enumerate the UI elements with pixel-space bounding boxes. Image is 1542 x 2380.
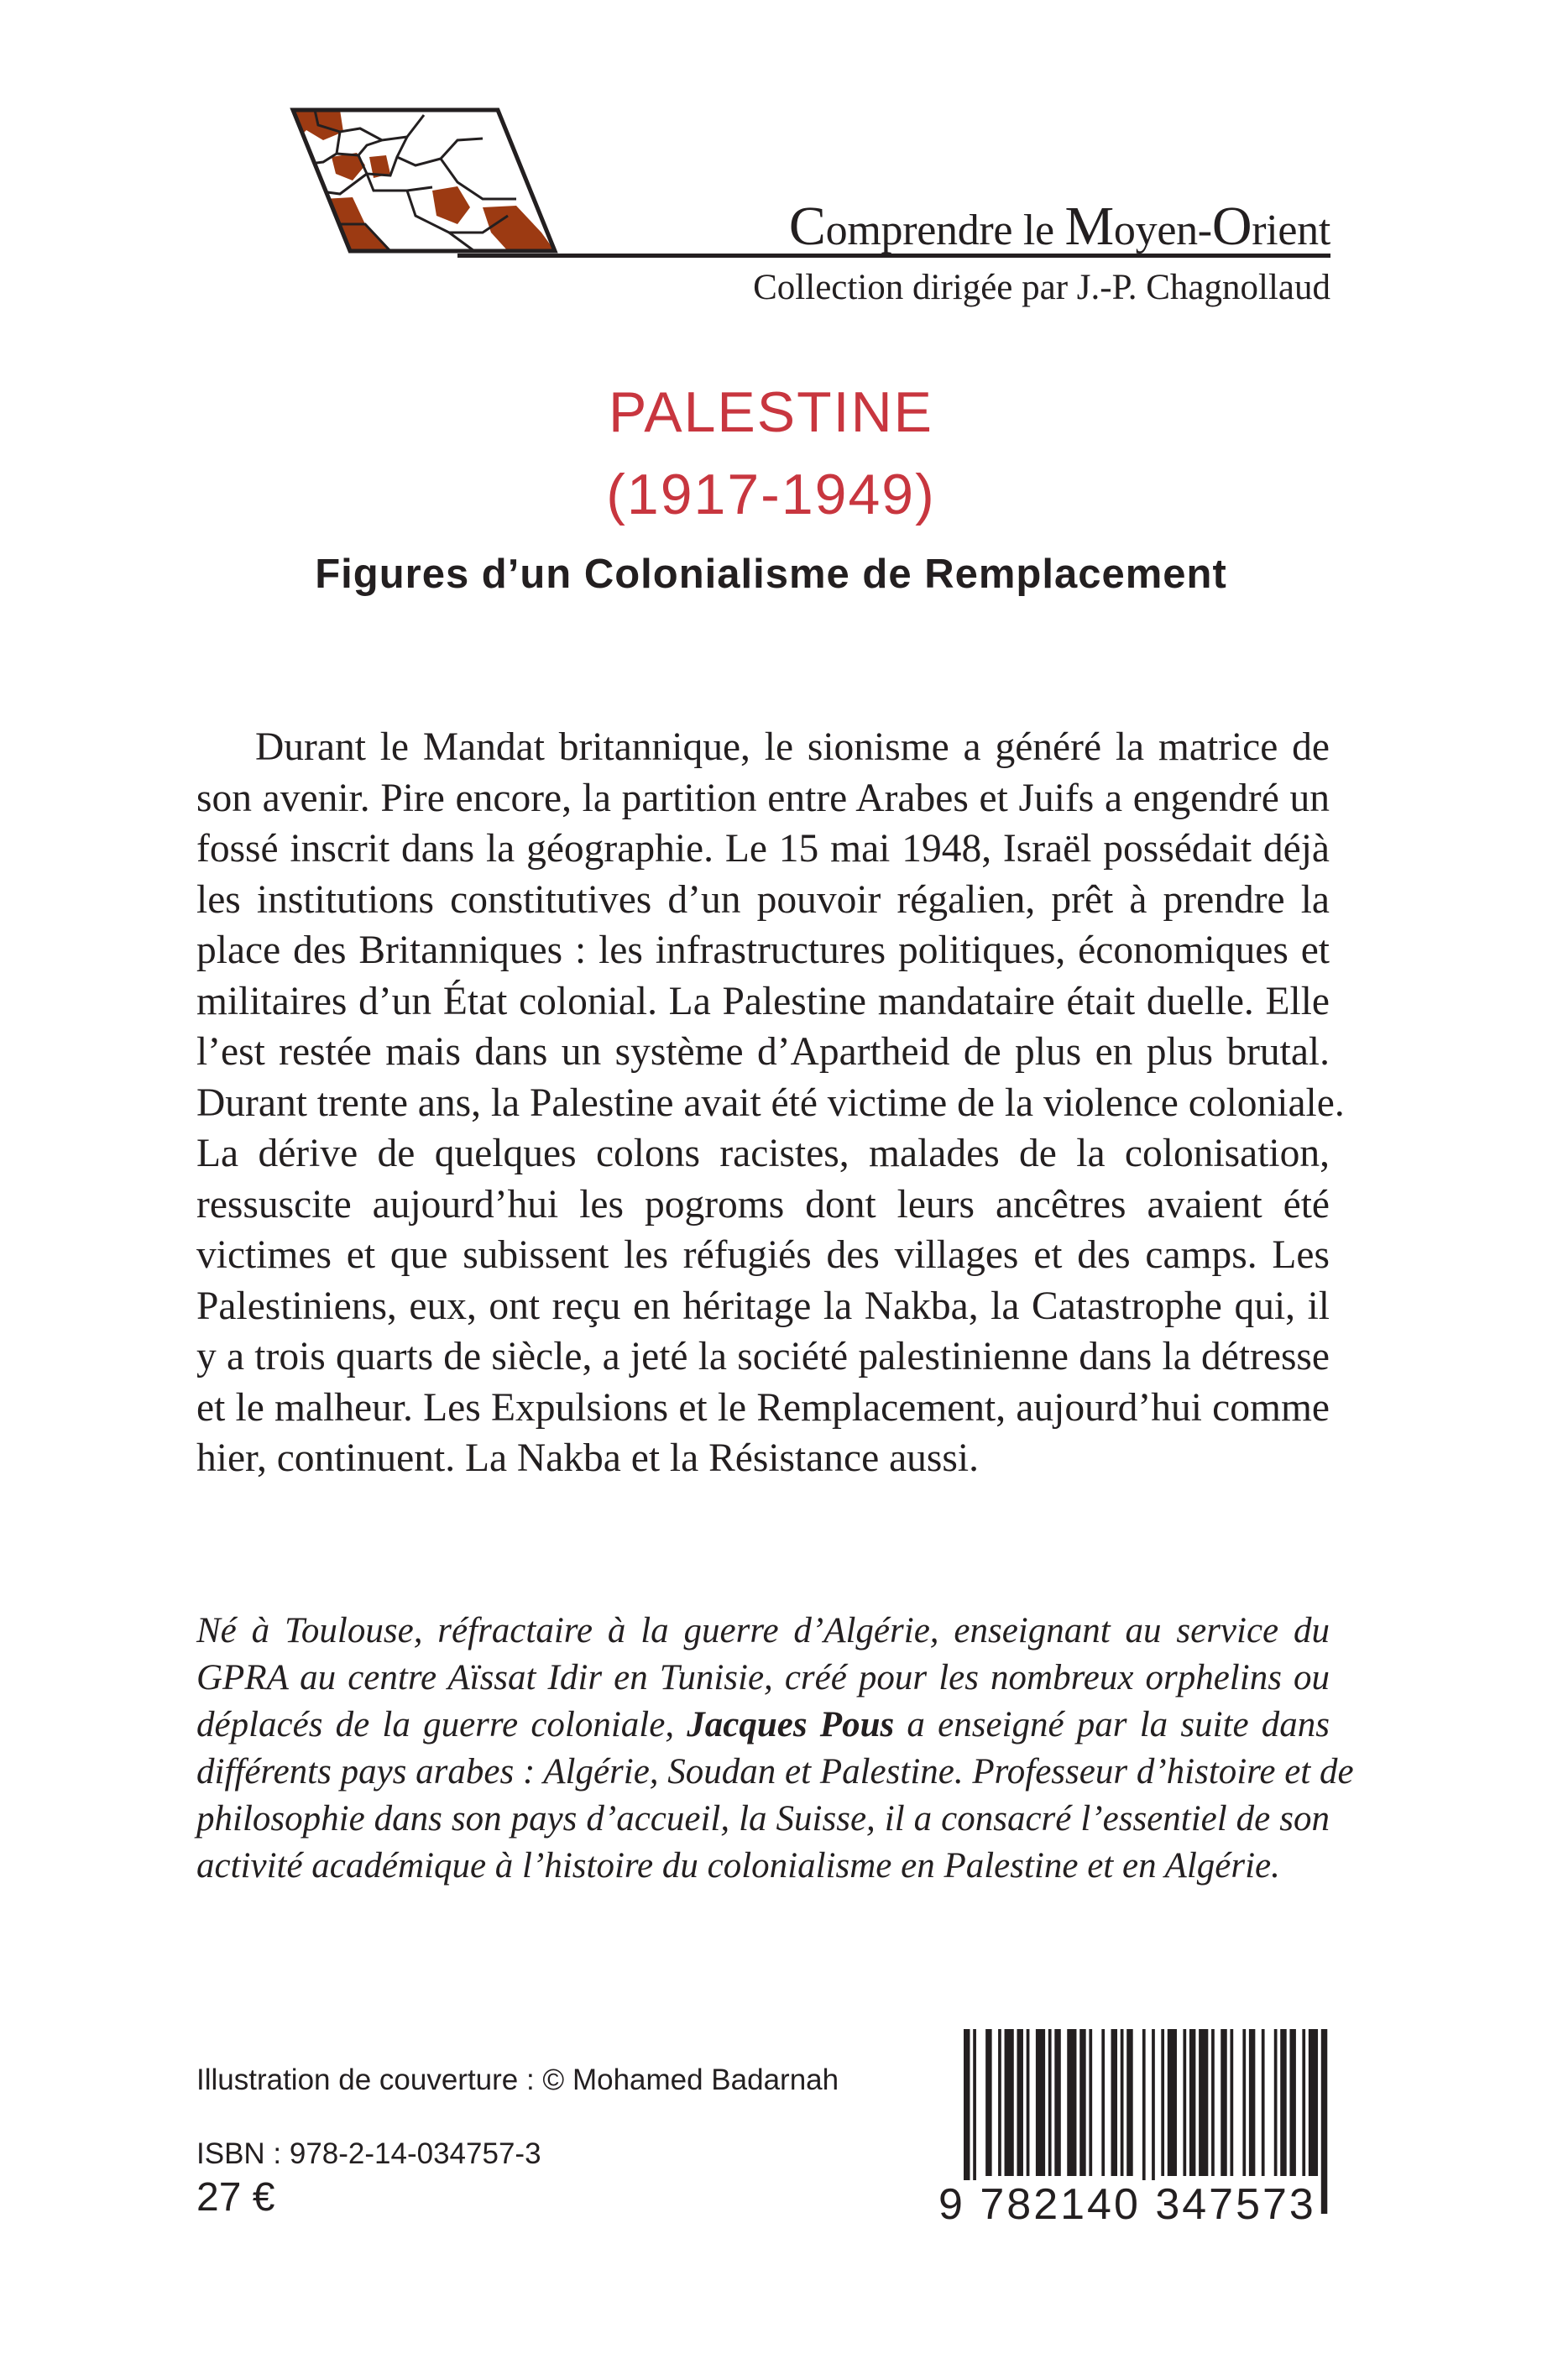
barcode-bar [1280, 2029, 1286, 2176]
barcode-bar [1067, 2029, 1076, 2176]
book-years: (1917-1949) [606, 463, 936, 526]
book-subtitle: Figures d’un Colonialisme de Remplacement [315, 552, 1227, 597]
summary-line: et le malheur. Les Expulsions et le Remplacement, aujourd’hui comme [196, 1385, 1330, 1430]
summary-line: militaires d’un État colonial. La Palestine mandataire était duelle. Elle [196, 979, 1330, 1023]
barcode-bar [1101, 2029, 1105, 2176]
bio-line: GPRA au centre Aïssat Idir en Tunisie, créé pour les nombreux orphelins ou [196, 1658, 1330, 1697]
book-summary [196, 722, 1345, 1484]
barcode-bar [1183, 2029, 1186, 2176]
summary-line: les institutions constitutives d’un pouvoir régalien, prêt à prendre la [196, 877, 1330, 922]
bio-line: philosophie dans son pays d’accueil, la Suisse, il a consacré l’essentiel de son [196, 1799, 1330, 1839]
barcode-bar [1249, 2029, 1255, 2176]
collection-logo-map [290, 107, 558, 258]
summary-line: ressuscite aujourd’hui les pogroms dont leurs ancêtres avaient été [196, 1182, 1330, 1227]
author-bio [196, 1608, 1354, 1890]
summary-line: l’est restée mais dans un système d’Apartheid de plus en plus brutal. [196, 1030, 1330, 1074]
bio-line: déplacés de la guerre coloniale, Jacques Pous a enseigné par la suite dans [196, 1705, 1330, 1744]
author-name: Jacques Pous [687, 1705, 895, 1744]
price: 27 € [196, 2175, 275, 2220]
barcode-bar [1054, 2029, 1060, 2176]
barcode-bar [1302, 2029, 1305, 2176]
barcode-bar [1309, 2029, 1318, 2176]
barcode-bar [1262, 2029, 1265, 2176]
barcode-bar [1005, 2029, 1014, 2176]
barcode-bar [1289, 2029, 1295, 2176]
summary-line: Palestiniens, eux, ont reçu en héritage la Nakba, la Catastrophe qui, il [196, 1284, 1330, 1328]
collection-editor: Collection dirigée par J.-P. Chagnollaud [753, 268, 1330, 307]
bio-line: activité académique à l’histoire du colonialisme en Palestine et en Algérie. [196, 1846, 1280, 1886]
bio-line: Né à Toulouse, réfractaire à la guerre d’Algérie, enseignant au service du [196, 1611, 1330, 1650]
barcode-bar [1017, 2029, 1022, 2176]
barcode-bar [1111, 2029, 1117, 2176]
summary-line: fossé inscrit dans la géographie. Le 15 mai 1948, Israël possédait déjà [196, 827, 1330, 871]
barcode-bar [1089, 2029, 1092, 2176]
barcode-digits: 9 782140 347573 [938, 2180, 1316, 2229]
barcode-bar [1161, 2029, 1164, 2176]
summary-line: place des Britanniques : les infrastructures politiques, économiques et [196, 928, 1330, 972]
barcode-bar [1027, 2029, 1030, 2176]
barcode-bar [1211, 2029, 1215, 2176]
barcode-bar [1036, 2029, 1045, 2176]
barcode-bar [1079, 2029, 1085, 2176]
barcode-bar [1242, 2029, 1246, 2176]
summary-line: Durant le Mandat britannique, le sionisme a généré la matrice de [255, 725, 1330, 769]
summary-line: hier, continuent. La Nakba et la Résistance aussi. [196, 1436, 979, 1480]
barcode-bar [1126, 2029, 1132, 2176]
barcode-bar [1274, 2029, 1278, 2176]
barcode-bar [1048, 2029, 1052, 2176]
summary-line: y a trois quarts de siècle, a jeté la société palestinienne dans la détresse [196, 1335, 1330, 1378]
barcode-bar [1121, 2029, 1124, 2176]
summary-line: son avenir. Pire encore, la partition entre Arabes et Juifs a engendré un [196, 776, 1330, 820]
collection-title: Comprendre le Moyen-Orient [788, 196, 1330, 257]
summary-line: La dérive de quelques colons racistes, malades de la colonisation, [196, 1132, 1330, 1175]
summary-line: Durant trente ans, la Palestine avait été victime de la violence coloniale. [196, 1080, 1345, 1125]
book-title: PALESTINE [608, 380, 934, 444]
cover-credit: Illustration de couverture : © Mohamed Badarnah [196, 2064, 839, 2096]
isbn: ISBN : 978-2-14-034757-3 [196, 2137, 541, 2170]
barcode-bar [985, 2029, 991, 2176]
bio-line: différents pays arabes : Algérie, Soudan et Palestine. Professeur d’histoire et de [196, 1752, 1354, 1792]
barcode-bar [1221, 2029, 1226, 2176]
barcode-bar [998, 2029, 1001, 2176]
barcode-bar [1199, 2029, 1208, 2176]
summary-line: victimes et que subissent les réfugiés des villages et des camps. Les [196, 1233, 1330, 1277]
barcode-bar [1168, 2029, 1177, 2176]
barcode-bar [1189, 2029, 1195, 2176]
barcode-bar [1230, 2029, 1233, 2176]
